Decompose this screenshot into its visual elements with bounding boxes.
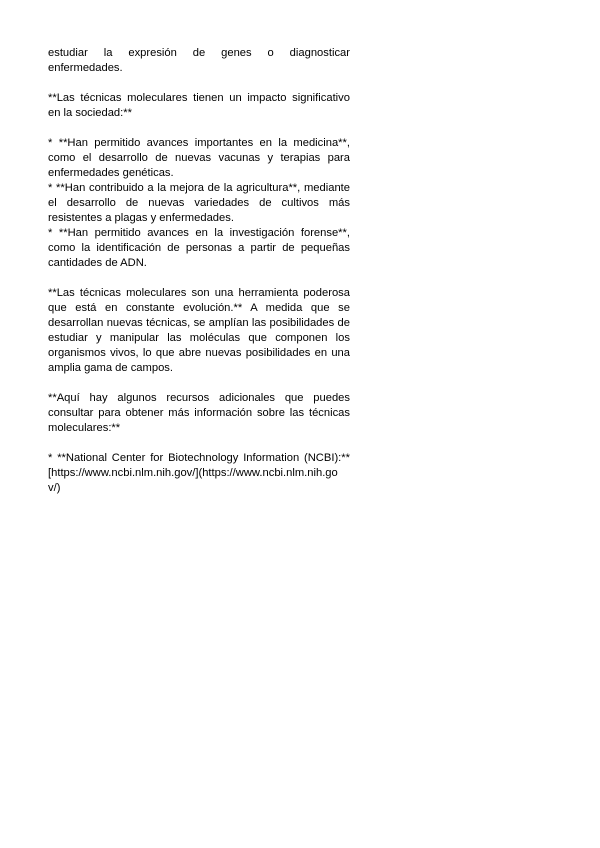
document-body xyxy=(48,46,350,496)
paragraph-continuation: estudiar la expresión de genes o diagnosticar enfermedades. xyxy=(48,47,350,74)
bullet-forensics: * **Han permitido avances en la investigación forense**, como la identificación de personas a partir de pequeñas cantidades de ADN. xyxy=(48,227,350,269)
bullet-agriculture: * **Han contribuido a la mejora de la agricultura**, mediante el desarrollo de nuevas variedades de cultivos más resistentes a plagas y enfermedades. xyxy=(48,182,350,224)
paragraph-resources-heading: **Aquí hay algunos recursos adicionales que puedes consultar para obtener más información sobre las técnicas moleculares:** xyxy=(48,392,350,434)
paragraph-impact-heading: **Las técnicas moleculares tienen un impacto significativo en la sociedad:** xyxy=(48,92,350,119)
bullet-medicine: * **Han permitido avances importantes en la medicina**, como el desarrollo de nuevas vacunas y terapias para enfermedades genéticas. xyxy=(48,137,350,179)
paragraph-evolution: **Las técnicas moleculares son una herramienta poderosa que está en constante evolución.** A medida que se desarrollan nuevas técnicas, se amplían las posibilidades de estudiar y manipular las moléculas que componen los organismos vivos, lo que abre nuevas posibilidades en una amplia gama de campos. xyxy=(48,287,350,374)
bullet-ncbi-resource: * **National Center for Biotechnology Information (NCBI):** [https://www.ncbi.nlm.nih.gov/](https://www.ncbi.nlm.nih.gov/) xyxy=(48,452,350,494)
